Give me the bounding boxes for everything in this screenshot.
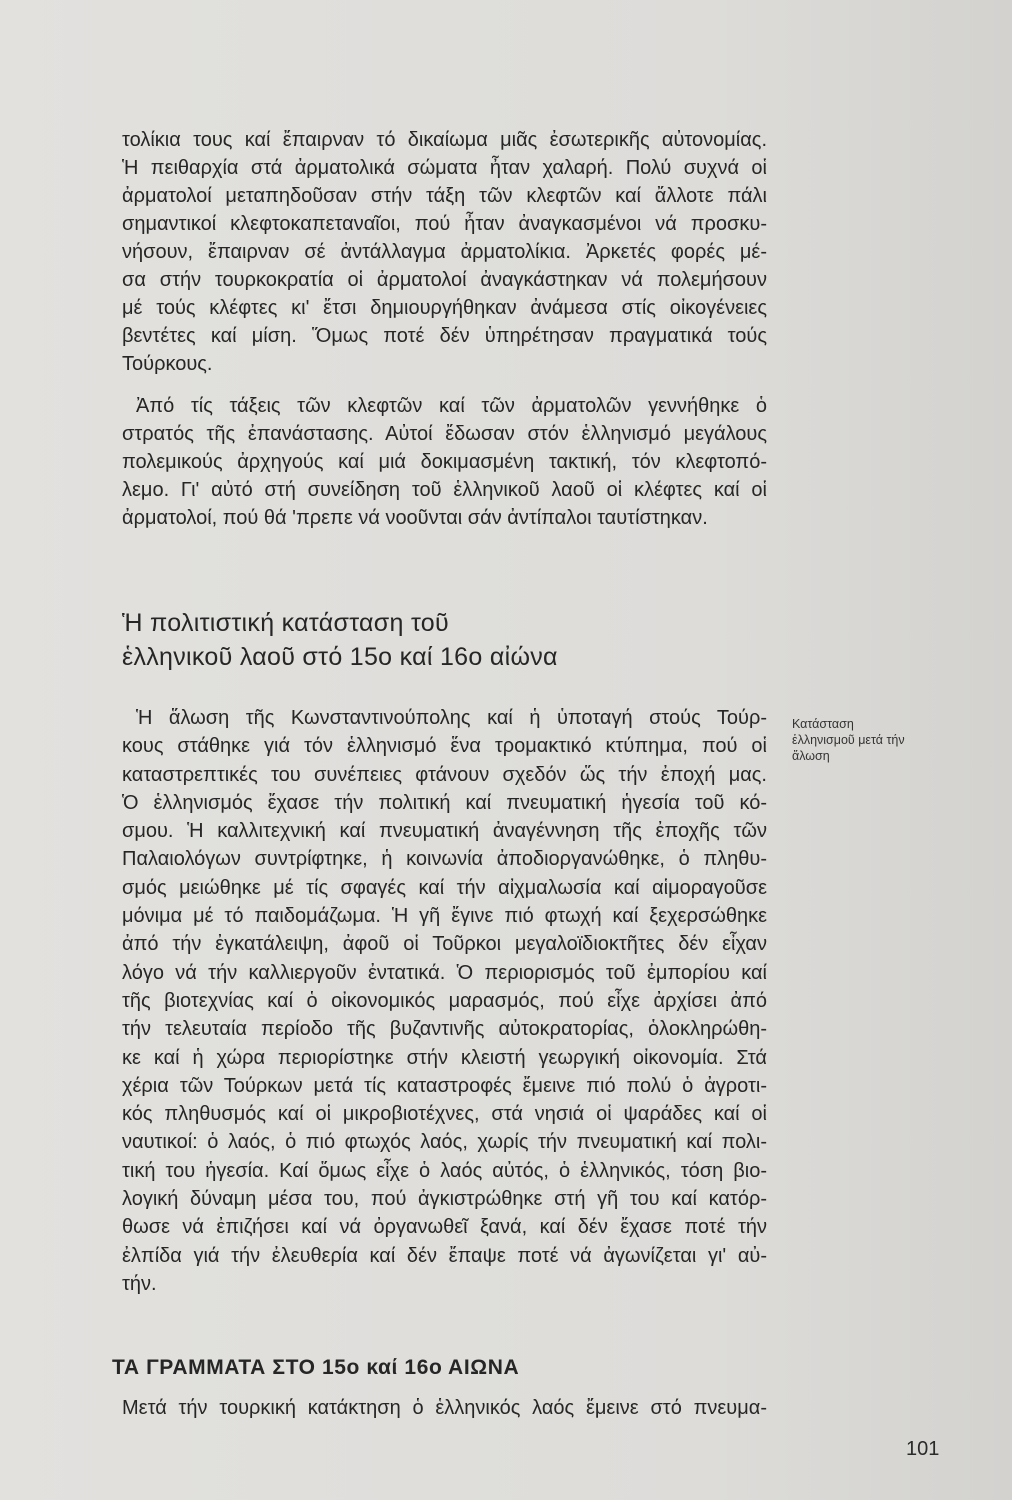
paragraph-1 bbox=[122, 126, 767, 378]
page-number: 101 bbox=[906, 1438, 940, 1460]
margin-note bbox=[792, 716, 982, 764]
margin-note-line: Κατάσταση bbox=[792, 717, 854, 731]
text-line: ναυτικοί: ὁ λαός, ὁ πιό φτωχός λαός, χωρίς τήν πνευματική καί πολι- bbox=[122, 1131, 767, 1154]
chapter-subheading: ΤΑ ΓΡΑΜΜΑΤΑ ΣΤΟ 15ο καί 16ο ΑΙΩΝΑ bbox=[112, 1356, 520, 1379]
text-line: τολίκια τους καί ἔπαιρναν τό δικαίωμα μιᾶς ἐσωτερικῆς αὐτονομίας. bbox=[122, 129, 767, 151]
text-line: ἀρματολοί μεταπηδοῦσαν στήν τάξη τῶν κλεφτῶν καί ἄλλοτε πάλι bbox=[122, 185, 767, 207]
text-line: λόγο νά τήν καλλιεργοῦν ἐντατικά. Ὁ περιορισμός τοῦ ἐμπορίου καί bbox=[122, 961, 767, 984]
paragraph-2 bbox=[122, 392, 767, 532]
text-line: λεμο. Γι' αὐτό στή συνείδηση τοῦ ἑλληνικοῦ λαοῦ οἱ κλέφτες καί οἱ bbox=[122, 479, 767, 501]
text-line: καταστρεπτικές του συνέπειες φτάνουν σχεδόν ὥς τήν ἐποχή μας. bbox=[122, 763, 767, 786]
text-line: σημαντικοί κλεφτοκαπεταναῖοι, πού ἦταν ἀναγκασμένοι νά προσκυ- bbox=[122, 213, 767, 235]
text-line: τῆς βιοτεχνίας καί ὁ οἰκονομικός μαρασμός, πού εἶχε ἀρχίσει ἀπό bbox=[122, 989, 767, 1012]
text-line: μόνιμα μέ τό παιδομάζωμα. Ἡ γῆ ἔγινε πιό φτωχή καί ξεχερσώθηκε bbox=[122, 905, 767, 928]
text-line: σμου. Ἡ καλλιτεχνική καί πνευματική ἀναγέννηση τῆς ἐποχῆς τῶν bbox=[122, 820, 767, 843]
heading-line: Ἡ πολιτιστική κατάσταση τοῦ bbox=[122, 609, 449, 637]
text-line: τήν. bbox=[122, 1272, 157, 1295]
text-line: στρατός τῆς ἐπανάστασης. Αὐτοί ἔδωσαν στόν ἑλληνισμό μεγάλους bbox=[122, 423, 767, 445]
margin-note-line: ἅλωση bbox=[792, 749, 830, 763]
text-line: Ὁ ἑλληνισμός ἔχασε τήν πολιτική καί πνευματική ἡγεσία τοῦ κό- bbox=[122, 791, 767, 814]
text-line: τήν τελευταία περίοδο τῆς βυζαντινῆς αὐτοκρατορίας, ὁλοκληρώθη- bbox=[122, 1018, 767, 1041]
heading-line: ἑλληνικοῦ λαοῦ στό 15ο καί 16ο αἰώνα bbox=[122, 643, 558, 671]
text-line: κους στάθηκε γιά τόν ἑλληνισμό ἕνα τρομακτικό κτύπημα, πού οἱ bbox=[122, 735, 767, 758]
text-line: κε καί ἡ χώρα περιορίστηκε στήν κλειστή γεωργική οἰκονομία. Στά bbox=[122, 1046, 767, 1069]
text-line: λογική δύναμη μέσα του, πού ἀγκιστρώθηκε στή γῆ του καί κατόρ- bbox=[122, 1188, 767, 1211]
text-line: θωσε νά ἐπιζήσει καί νά ὀργανωθεῖ ξανά, καί δέν ἔχασε ποτέ τήν bbox=[122, 1216, 767, 1239]
text-line: Παλαιολόγων συντρίφτηκε, ἡ κοινωνία ἀποδιοργανώθηκε, ὁ πληθυ- bbox=[122, 848, 767, 871]
text-line: μέ τούς κλέφτες κι' ἔτσι δημιουργήθηκαν ἀνάμεσα στίς οἰκογένειες bbox=[122, 297, 767, 319]
text-line: σα στήν τουρκοκρατία οἱ ἀρματολοί ἀναγκάστηκαν νά πολεμήσουν bbox=[122, 269, 767, 291]
text-line: Ἀπό τίς τάξεις τῶν κλεφτῶν καί τῶν ἀρματολῶν γεννήθηκε ὁ bbox=[136, 395, 767, 417]
section-heading bbox=[122, 606, 767, 674]
text-line: σμός μειώθηκε μέ τίς σφαγές καί τήν αἰχμαλωσία καί αἱμοραγοῦσε bbox=[122, 876, 767, 899]
paragraph-3 bbox=[122, 704, 767, 1298]
text-line: ἀπό τήν ἐγκατάλειψη, ἀφοῦ οἱ Τοῦρκοι μεγαλοϊδιοκτῆτες δέν εἶχαν bbox=[122, 933, 767, 956]
text-line: τική του ἡγεσία. Καί ὅμως εἶχε ὁ λαός αὐτός, ὁ ἑλληνικός, τόση βιο- bbox=[122, 1159, 767, 1182]
text-line: ἀρματολοί, πού θά 'πρεπε νά νοοῦνται σάν ἀντίπαλοι ταυτίστηκαν. bbox=[122, 507, 708, 529]
text-line: κός πληθυσμός καί οἱ μικροβιοτέχνες, στά νησιά οἱ ψαράδες καί οἱ bbox=[122, 1103, 767, 1126]
text-line: βεντέτες καί μίση. Ὅμως ποτέ δέν ὑπηρέτησαν πραγματικά τούς bbox=[122, 325, 767, 347]
text-line: Τούρκους. bbox=[122, 353, 213, 375]
text-line: Μετά τήν τουρκική κατάκτηση ὁ ἑλληνικός λαός ἔμεινε στό πνευμα- bbox=[122, 1397, 767, 1419]
text-line: νήσουν, ἔπαιρναν σέ ἀντάλλαγμα ἀρματολίκια. Ἀρκετές φορές μέ- bbox=[122, 241, 767, 263]
text-line: Ἡ πειθαρχία στά ἀρματολικά σώματα ἦταν χαλαρή. Πολύ συχνά οἱ bbox=[122, 157, 767, 179]
margin-note-line: ἑλληνισμοῦ μετά τήν bbox=[792, 733, 905, 747]
text-line: πολεμικούς ἀρχηγούς καί μιά δοκιμασμένη τακτική, τόν κλεφτοπό- bbox=[122, 451, 767, 473]
text-line: ἐλπίδα γιά τήν ἐλευθερία καί δέν ἔπαψε ποτέ νά ἀγωνίζεται γι' αὐ- bbox=[122, 1244, 767, 1267]
paragraph-4 bbox=[122, 1394, 767, 1422]
text-line: χέρια τῶν Τούρκων μετά τίς καταστροφές ἔμεινε πιό πολύ ὁ ἀγροτι- bbox=[122, 1074, 767, 1097]
text-line: Ἡ ἅλωση τῆς Κωνσταντινούπολης καί ἡ ὑποταγή στούς Τούρ- bbox=[136, 707, 767, 729]
